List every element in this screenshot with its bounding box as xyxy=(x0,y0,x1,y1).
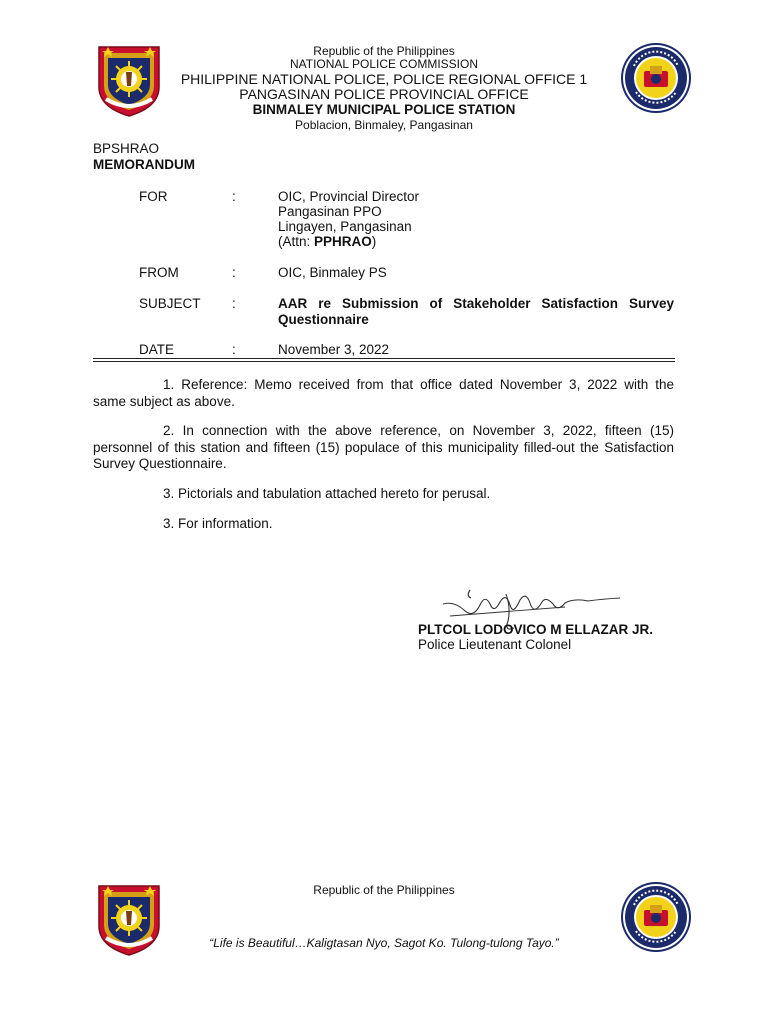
paragraph-1-rest: same subject as above. xyxy=(93,393,235,409)
for-line-3: Lingayen, Pangasinan xyxy=(278,219,412,234)
footer-republic: Republic of the Philippines xyxy=(313,883,455,897)
subject-label: SUBJECT xyxy=(139,296,201,311)
attn-suffix: ) xyxy=(371,234,377,249)
memo-code: BPSHRAO xyxy=(93,141,160,156)
paragraph-1-first-line: 1. Reference: Memo received from that office dated November 3, 2022 with the xyxy=(163,377,674,392)
paragraph-4: 3. For information. xyxy=(163,516,273,531)
for-label: FOR xyxy=(139,189,168,204)
date-value: November 3, 2022 xyxy=(278,342,390,357)
subject-line-1: AAR re Submission of Stakeholder Satisfaction Survey xyxy=(278,296,674,311)
for-attn xyxy=(278,234,376,250)
from-colon: : xyxy=(232,265,236,280)
from-value: OIC, Binmaley PS xyxy=(278,265,387,280)
header-republic: Republic of the Philippines xyxy=(313,44,455,58)
from-label: FROM xyxy=(139,265,179,280)
header-pnp-pro1: PHILIPPINE NATIONAL POLICE, POLICE REGIONAL OFFICE 1 xyxy=(180,71,588,87)
date-label: DATE xyxy=(139,342,175,357)
header-divider-top xyxy=(93,358,675,359)
header-address: Poblacion, Binmaley, Pangasinan xyxy=(295,118,473,132)
paragraph-3: 3. Pictorials and tabulation attached hereto for perusal. xyxy=(163,486,491,501)
paragraph-1 xyxy=(93,377,674,410)
attn-prefix: (Attn: xyxy=(278,234,315,249)
signatory-name: PLTCOL LODOVICO M ELLAZAR JR. xyxy=(418,622,653,637)
footer-motto: “Life is Beautiful…Kaligtasan Nyo, Sagot Ko. Tulong-tulong Tayo.” xyxy=(209,936,559,950)
for-line-2: Pangasinan PPO xyxy=(278,204,382,219)
header-divider-bottom xyxy=(93,361,675,362)
header-station: BINMALEY MUNICIPAL POLICE STATION xyxy=(252,102,516,117)
memo-type: MEMORANDUM xyxy=(93,157,195,172)
subject-colon: : xyxy=(232,296,236,311)
subject-line-2: Questionnaire xyxy=(278,312,369,327)
date-colon: : xyxy=(232,342,236,357)
for-line-1: OIC, Provincial Director xyxy=(278,189,420,204)
for-colon: : xyxy=(232,189,236,204)
header-napolcom: NATIONAL POLICE COMMISSION xyxy=(289,57,479,71)
signatory-title: Police Lieutenant Colonel xyxy=(418,637,572,652)
paragraph-2: 2. In connection with the above reference, on November 3, 2022, fifteen (15) personnel of this station and fifteen (15) populace of this municipality filled-out the Satisfaction Survey Questionnaire. xyxy=(93,423,674,471)
attn-value: PPHRAO xyxy=(314,234,372,249)
header-ppo: PANGASINAN POLICE PROVINCIAL OFFICE xyxy=(239,86,529,102)
